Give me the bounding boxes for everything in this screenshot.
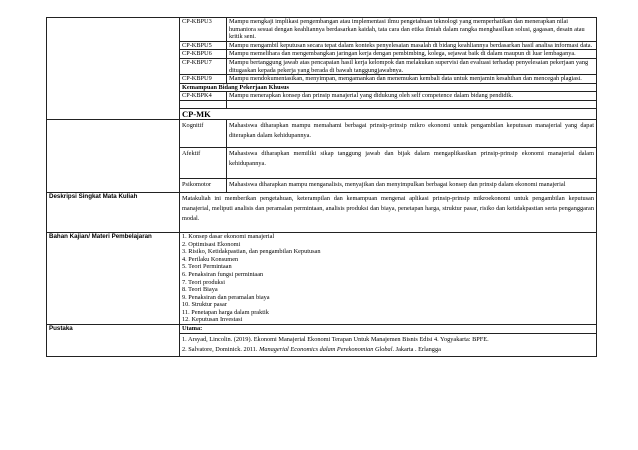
cpl-desc: Mampu mengkaji implikasi pengembangan atau implementasi ilmu pengetahuan teknologi yang memperhatikan dan menerapkan nilai humaniora sesuai dengan keahliannya berdasarkan kaidah, tata cara dan etika ilmiah dalam rangka menghasilkan solusi, gagasan, desain atau kritik seni. [227, 18, 597, 42]
kbpk-desc: Mampu menerapkan konsep dan prinsip manajerial yang didukung oleh self competence dalam bidang pendidik. [227, 92, 597, 101]
rps-table [46, 17, 597, 357]
pustaka-label: Pustaka [47, 325, 180, 357]
empty-cell [180, 100, 227, 108]
list-item: 2. Optimisasi Ekonomi [182, 240, 241, 248]
cpl-code: CP-KBPU6 [180, 50, 227, 59]
reference-2-title: Managerial Economics dalam Perekonomian Global [259, 345, 393, 353]
left-blank-cell [47, 18, 180, 120]
empty-cell [227, 100, 597, 108]
cpl-desc: Mampu mengambil keputusan secara tepat dalam konteks penyelesaian masalah di bidang keahliannya berdasarkan hasil analisa informasi data. [227, 41, 597, 50]
cpmk-code: Psikomotor [180, 178, 227, 192]
cpl-code: CP-KBPU3 [180, 18, 227, 42]
list-item: 10. Struktur pasar [182, 301, 227, 309]
deskripsi-row [47, 192, 597, 232]
pustaka-refs [180, 333, 597, 356]
list-item: 5. Teori Permintaan [182, 263, 232, 271]
bahan-list [180, 232, 597, 324]
cpl-code: CP-KBPU5 [180, 41, 227, 50]
list-item: 1. Konsep dasar ekonomi manajerial [182, 232, 275, 240]
cpl-desc: Mampu bertanggung jawab atas pencapaian hasil kerja kelompok dan melakukan supervisi dan evaluasi terhadap penyelesaian pekerjaan yang ditugaskan kepada pekerja yang berada di bawah tanggungjawabnya. [227, 58, 597, 74]
cpl-row [47, 18, 597, 42]
cpmk-code: Kognitif [180, 119, 227, 147]
list-item: 4. Perilaku Konsumen [182, 255, 239, 263]
left-blank-cell [47, 119, 180, 192]
deskripsi-label: Deskripsi Singkat Mata Kuliah [47, 192, 180, 232]
list-item: 3. Risiko, Ketidakpastian, dan pengambilan Keputusan [182, 248, 321, 256]
list-item: 8. Teori Biaya [182, 286, 218, 294]
kbpk-code: CP-KBPK4 [180, 92, 227, 101]
cpl-desc: Mampu memelihara dan mengembangkan jaringan kerja dengan pembimbing, kolega, sejawat baik di dalam maupun di luar lembaganya. [227, 50, 597, 59]
bahan-row [47, 232, 597, 324]
list-item: 12. Keputusan Investasi [182, 316, 243, 324]
rps-page [46, 17, 596, 357]
reference-1: 1. Arsyad, Lincolin. (2019). Ekonomi Manajerial Ekonomi Terapan Untuk Manajemen Bisnis Edisi 4. Yogyakarta: BPFE. [182, 335, 489, 343]
list-item: 7. Teori produksi [182, 278, 225, 286]
list-item: 9. Penaksiran dan peramalan biaya [182, 293, 270, 301]
pustaka-utama-row [47, 325, 597, 334]
pustaka-utama-label: Utama: [180, 325, 597, 334]
cpl-desc: Mampu mendokumentasikan, menyimpan, mengamankan dan menemukan kembali data untuk menjamin kesahihan dan mencegah plagiasi. [227, 75, 597, 84]
cpl-code: CP-KBPU9 [180, 75, 227, 84]
reference-2 [182, 345, 594, 355]
cpmk-code: Afektif [180, 147, 227, 178]
deskripsi-text: Matakuliah ini memberikan pengetahuan, keterampilan dan kemampuan mengenai aplikasi prinsip-prinsip mikroekonomi untuk pengambilan keputusan manajerial, meliputi analisis dan peramalan permintaan, analisis produksi dan biaya, penetapan harga, struktur pasar, risiko dan ketidakpastian serta penganggaran modal. [180, 192, 597, 232]
cpl-code: CP-KBPU7 [180, 58, 227, 74]
cpmk-desc: Mahasiswa diharapkan mampu menganalisis, menyajikan dan menyimpulkan berbagai konsep dan prinsip dalam ekonomi manajerial [227, 178, 597, 192]
cpmk-row [47, 119, 597, 147]
cpmk-desc: Mahasiswa diharapkan memiliki sikap tanggung jawab dan bijak dalam mengaplikasikan prinsip-prinsip ekonomi manajerial dalam kehidupannya. [227, 147, 597, 178]
reference-2-author: 2. Salvatore, Dominick. 2011. [182, 345, 260, 353]
list-item: 6. Penaksiran fungsi permintaan [182, 270, 264, 278]
cpmk-heading: CP-MK [180, 108, 597, 119]
bahan-label: Bahan Kajian/ Materi Pembelajaran [47, 232, 180, 324]
cpmk-desc: Mahasiswa diharapkan mampu memahami berbagai prinsip-prinsip mikro ekonomi untuk pengambilan keputusan manajerial yang dapat diterapkan dalam kehidupannya. [227, 119, 597, 147]
kemampuan-heading: Kemampuan Bidang Pekerjaan Khusus [180, 83, 597, 92]
list-item: 11. Penetapan harga dalam praktik [182, 308, 269, 316]
reference-2-publisher: . Jakarta . Erlangga [392, 345, 441, 353]
